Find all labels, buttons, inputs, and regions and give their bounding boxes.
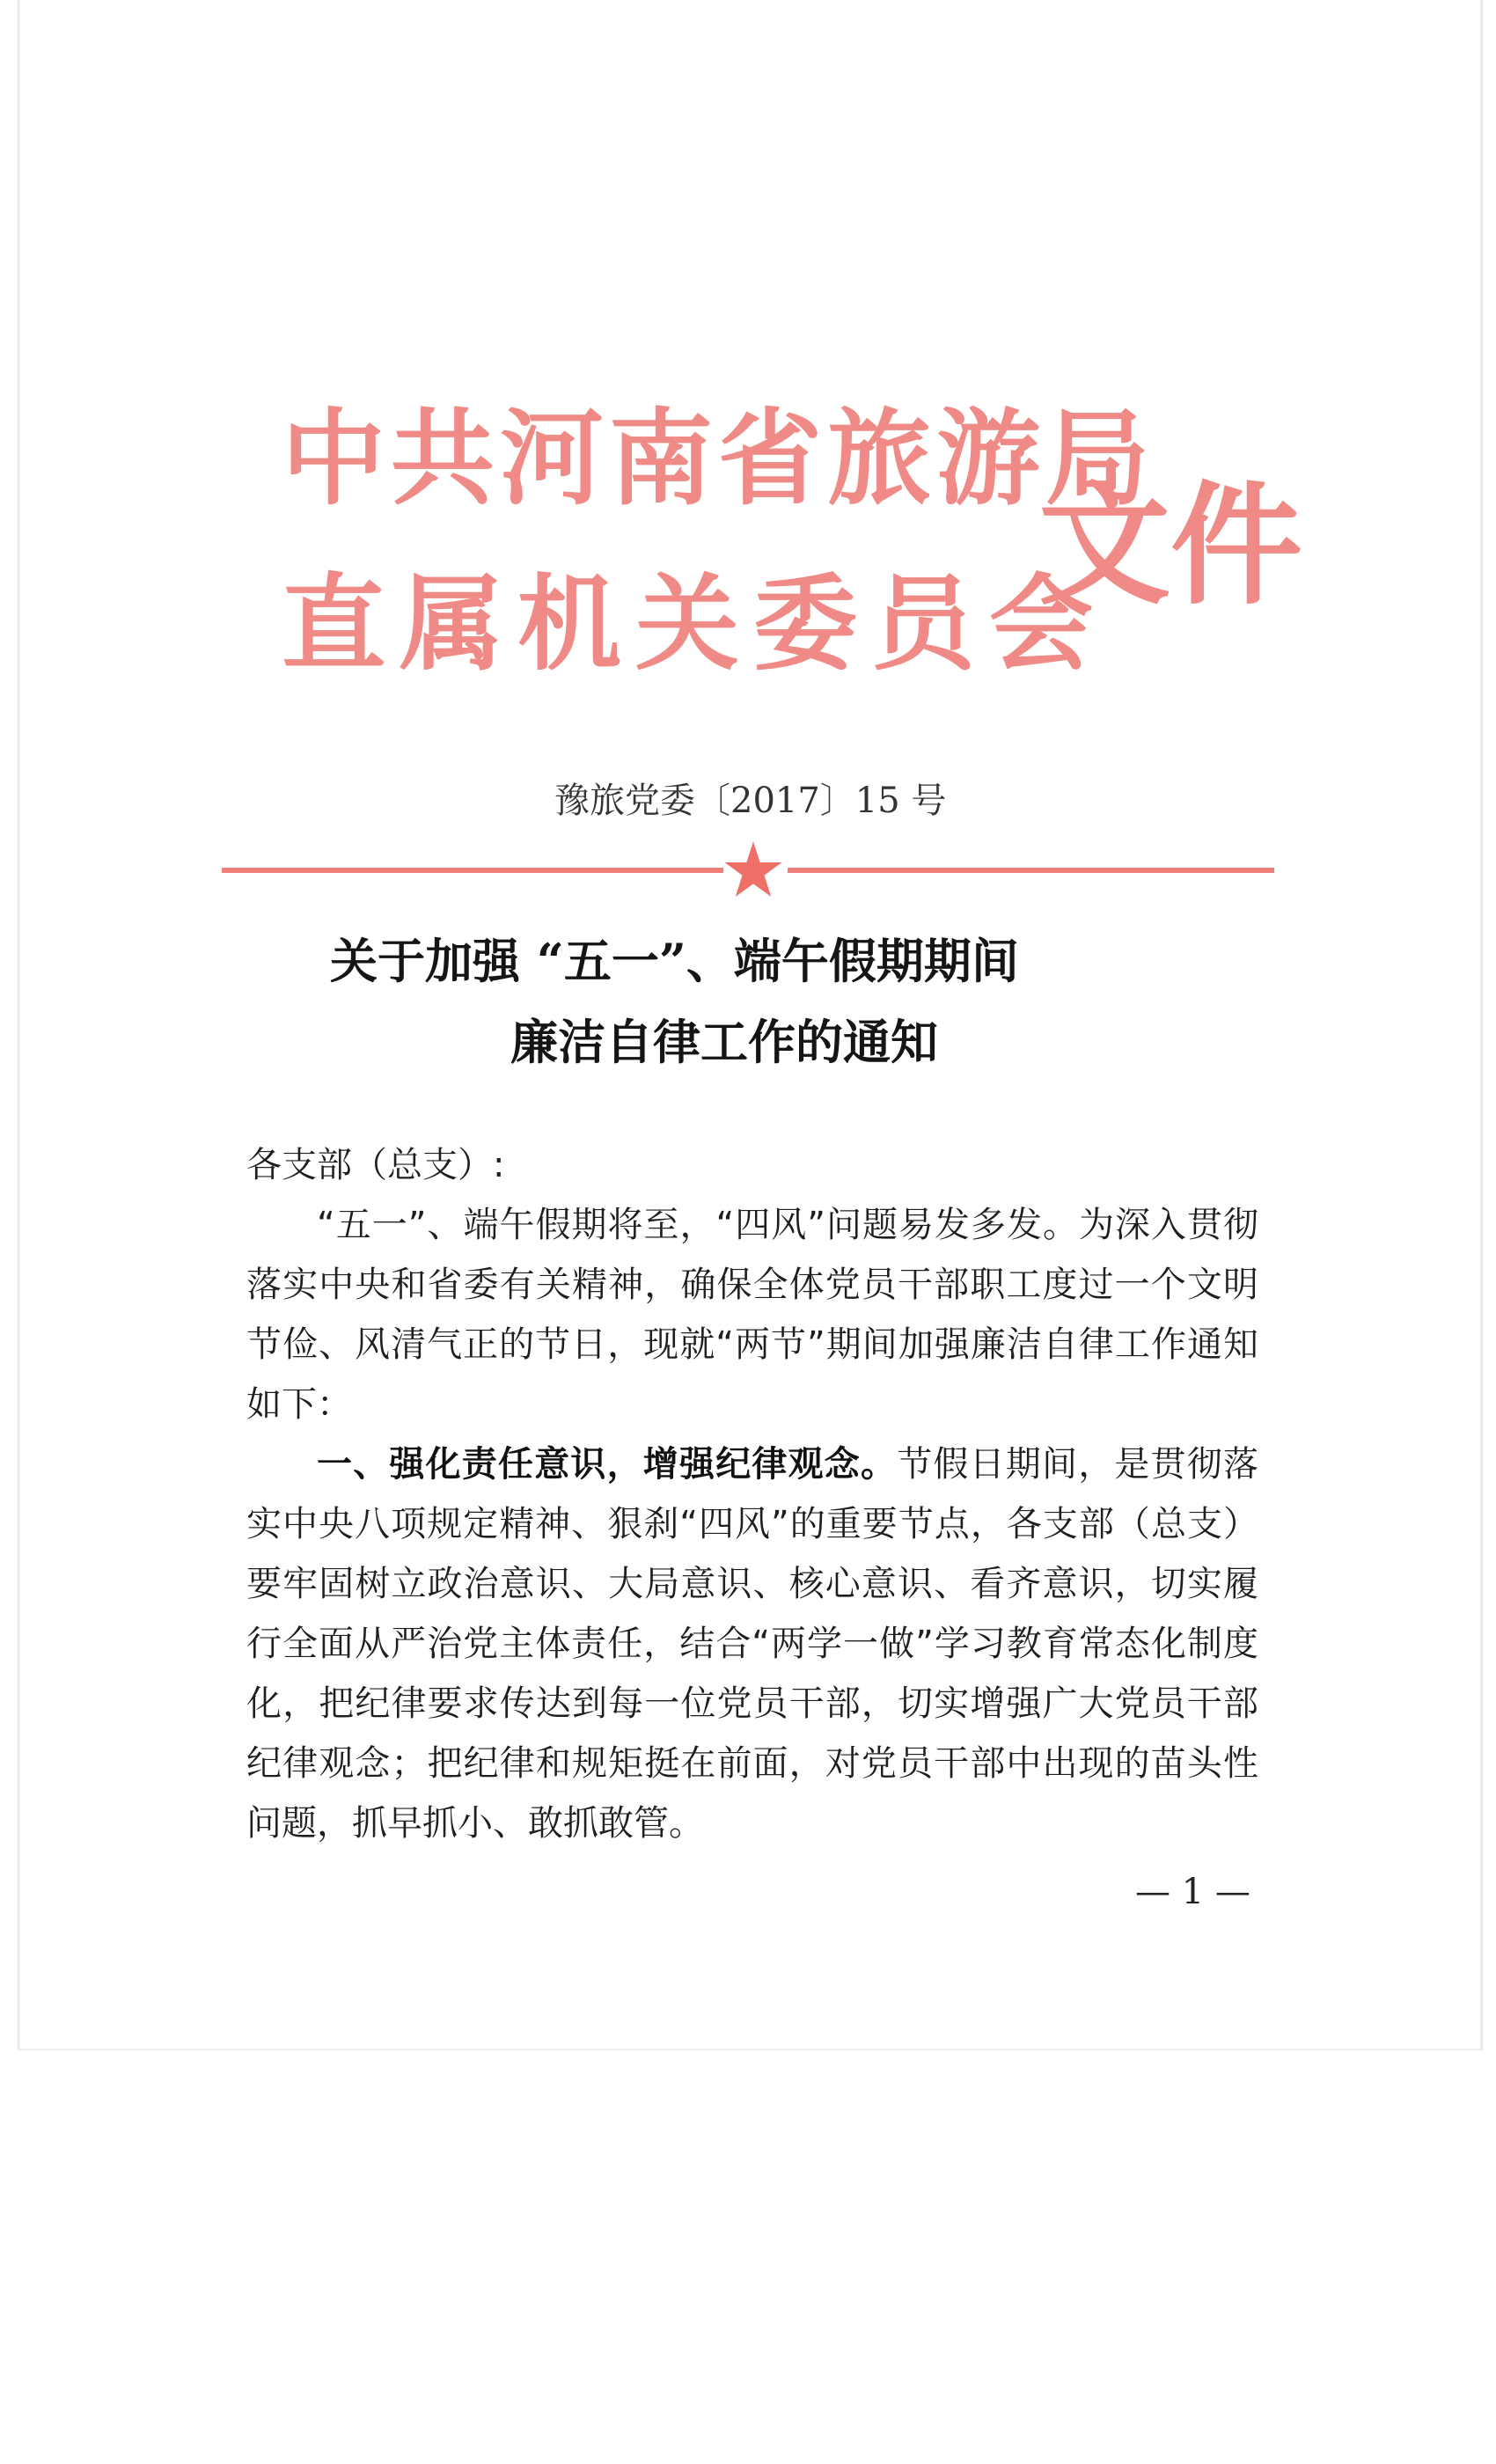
issuing-organization-line-2: 直属机关委员会: [282, 562, 1108, 685]
page-left-edge: [18, 0, 20, 2050]
document-type-label: 文件: [1038, 468, 1303, 623]
section-heading-1: 一、强化责任意识，增强纪律观念。: [317, 1444, 898, 1485]
issuing-organization-line-1: 中共河南省旅游局: [282, 397, 1155, 519]
section-text-1: 节假日期间，是贯彻落实中央八项规定精神、狠刹“四风”的重要节点，各支部（总支）要牢固树立政治意识、大局意识、核心意识、看齐意识，切实履行全面从严治党主体责任，结合“两学一做”学习教育常态化制度化，把纪律要求传达到每一位党员干部，切实增强广大党员干部纪律观念；把纪律和规矩挺在前面，对党员干部中出现的苗头性问题，抓早抓小、敢抓敢管。: [246, 1444, 1259, 1844]
body-paragraph-1: “五一”、端午假期将至，“四风”问题易发多发。为深入贯彻落实中央和省委有关精神，确保全体党员干部职工度过一个文明节俭、风清气正的节日，现就“两节”期间加强廉洁自律工作通知如下：: [246, 1205, 1258, 1425]
body-paragraph-2: [246, 1434, 1258, 1853]
star-icon: [722, 840, 784, 898]
salutation: 各支部（总支）:: [246, 1145, 505, 1185]
red-divider-right: [788, 868, 1274, 873]
page-right-edge: [1480, 0, 1483, 2050]
notice-title-line-1: 关于加强 “五一”、端午假期期间: [330, 933, 1019, 989]
red-divider-left: [222, 868, 723, 873]
document-number: 豫旅党委〔2017〕15 号: [554, 781, 947, 821]
page-bottom-edge: [18, 2049, 1483, 2050]
notice-title-line-2: 廉洁自律工作的通知: [510, 1014, 938, 1070]
page-number: — 1 —: [1135, 1872, 1250, 1912]
